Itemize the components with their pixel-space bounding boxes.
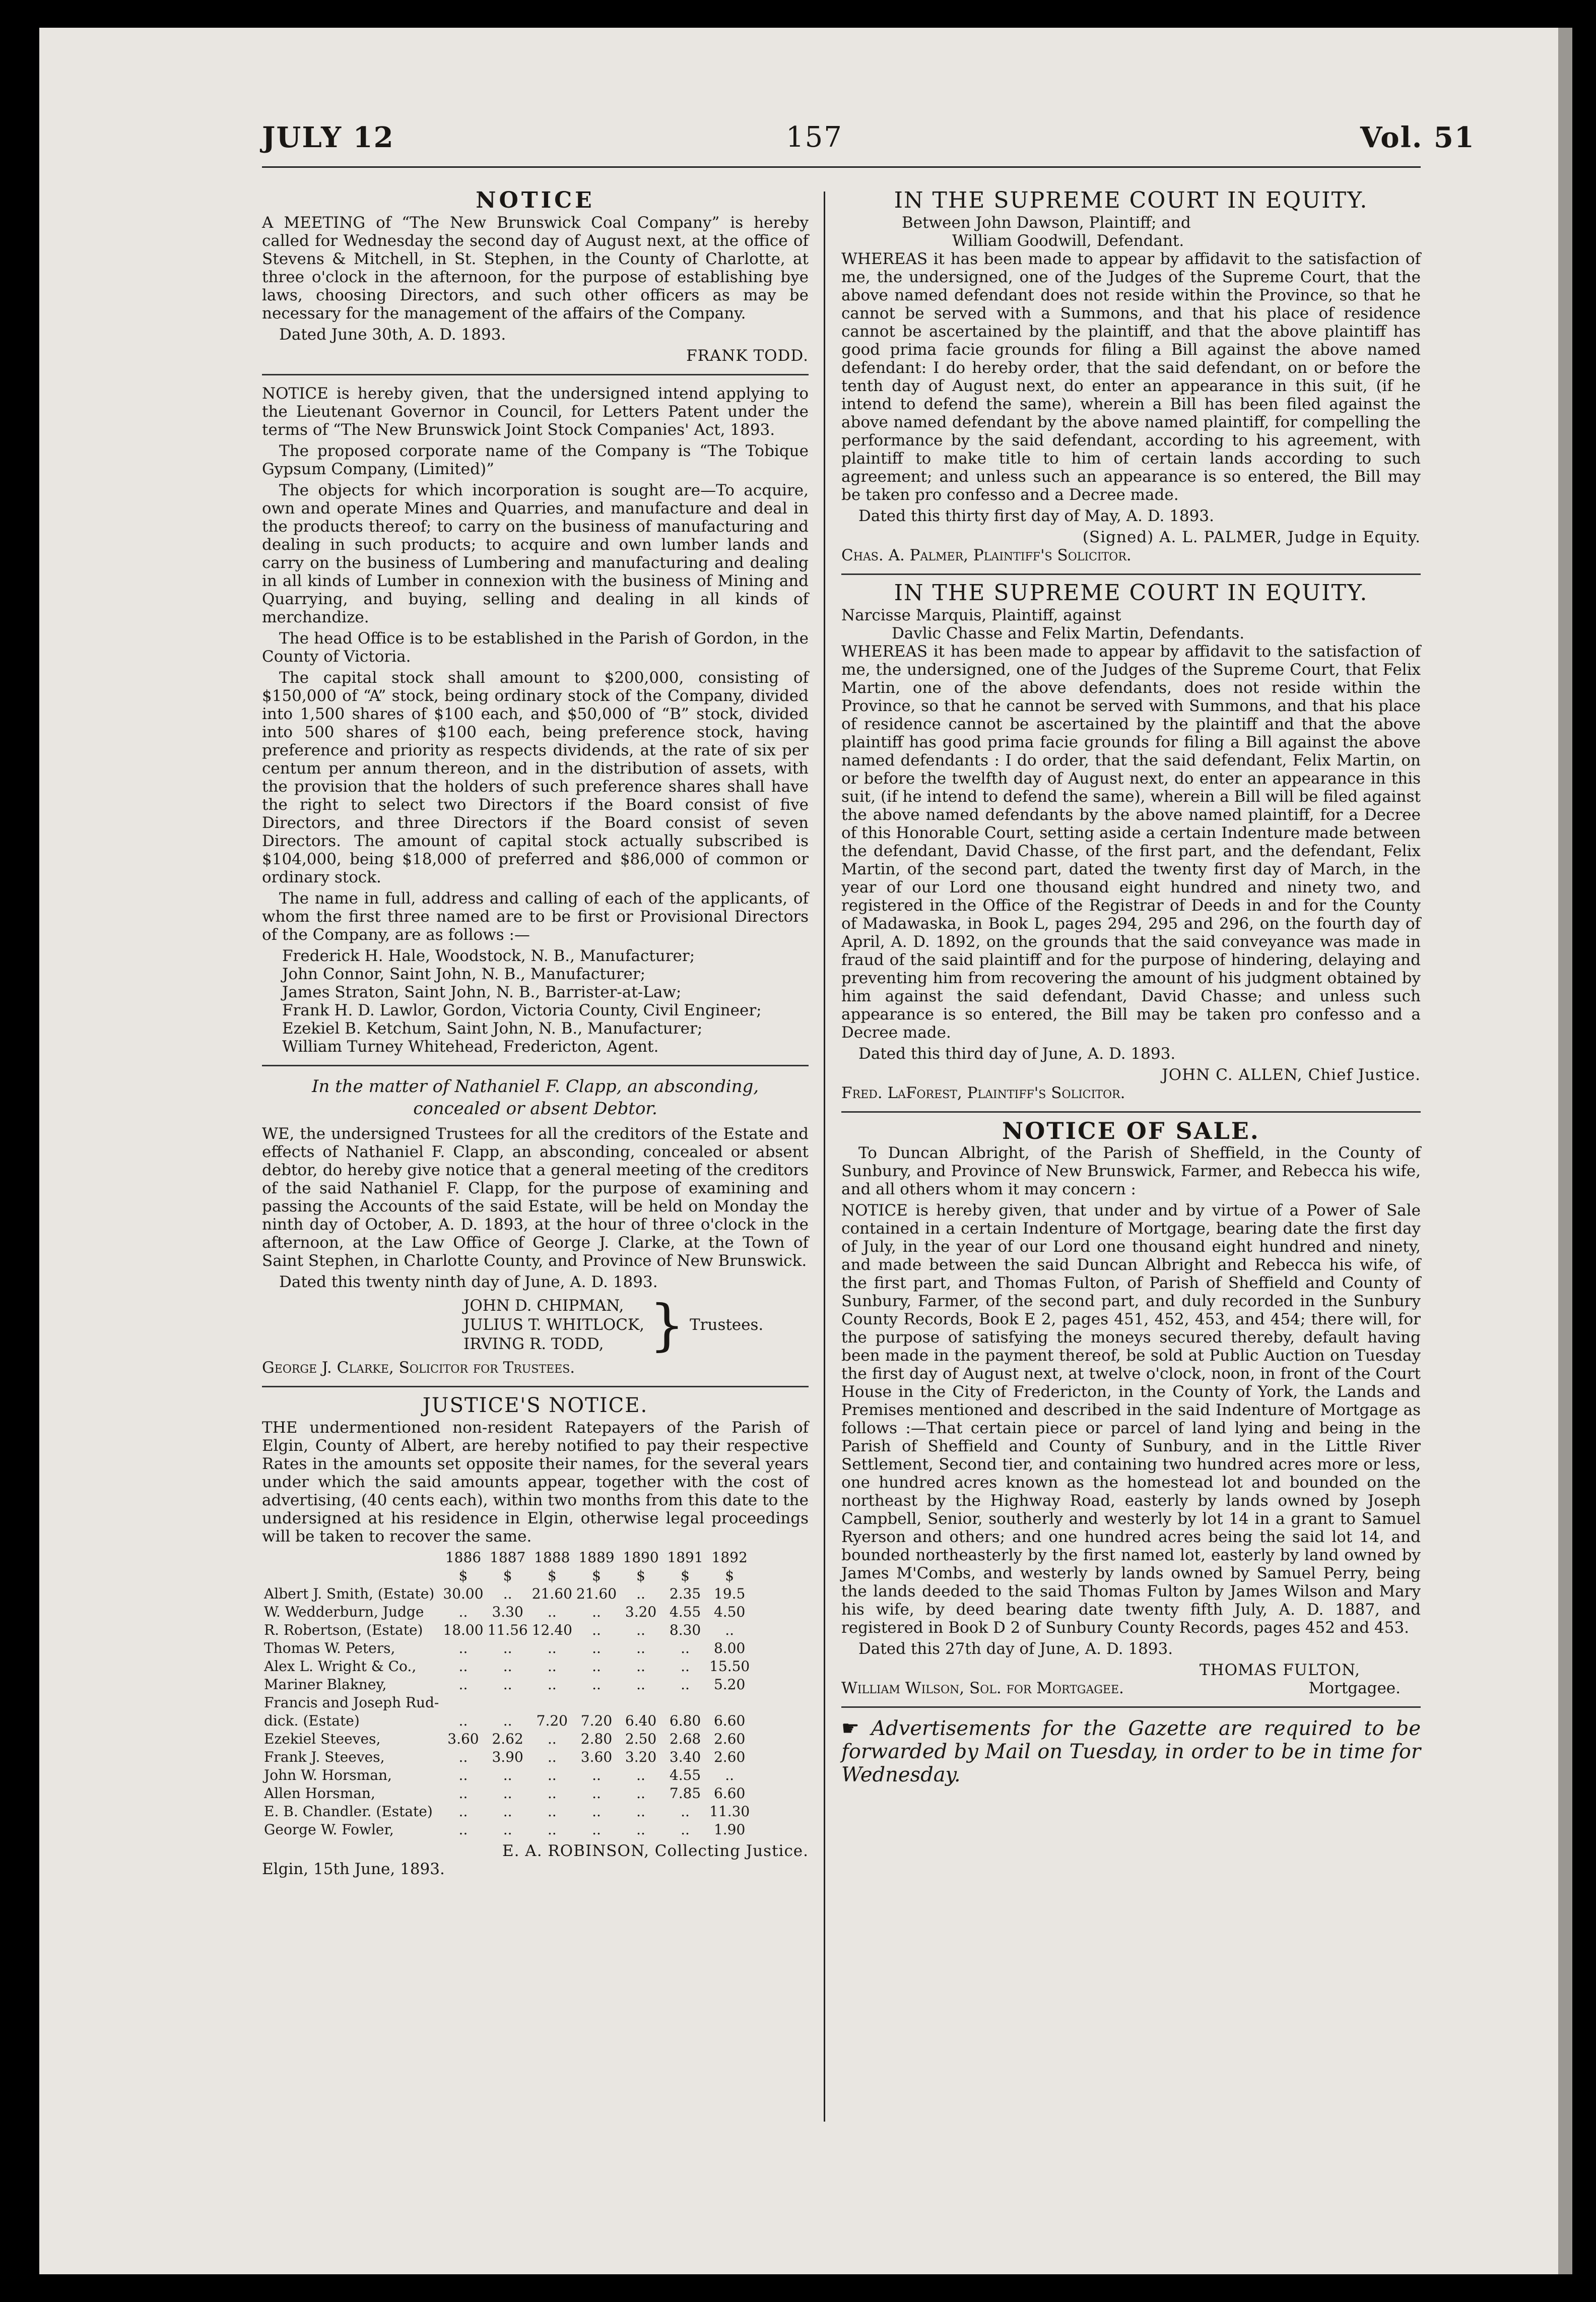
rate-value: 1.90 <box>713 1821 746 1838</box>
court-signed: JOHN C. ALLEN, Chief Justice. <box>1162 1066 1421 1084</box>
notice-body: A MEETING of “The New Brunswick Coal Company” is hereby called for Wednesday the second day of August next, at the office of Stevens & Mitchell, in St. Stephen, in the County of Charlotte, at three o'clock in the afternoon, for the purpose of establishing bye laws, choosing Directors, and such other officers as may be necessary for the management of the affairs of the Company. <box>262 214 809 323</box>
ratepayer-name: Ezekiel Steeves, <box>264 1731 381 1747</box>
rate-value: .. <box>636 1585 645 1602</box>
trustee-name: JOHN D. CHIPMAN, <box>463 1297 624 1315</box>
rate-row <box>262 1603 752 1621</box>
year-header: 1890 <box>623 1549 659 1566</box>
gypsum-intro: NOTICE is hereby given, that the undersigned intend applying to the Lieutenant Governor in Council, for Letters Patent under the terms of “The New Brunswick Joint Stock Companies' Act, 1893. <box>262 385 809 439</box>
rate-value: 3.40 <box>669 1749 701 1765</box>
rate-value: .. <box>592 1658 601 1675</box>
rate-value: .. <box>592 1767 601 1783</box>
brace-glyph: } <box>649 1293 685 1357</box>
rate-value: 21.60 <box>531 1585 572 1602</box>
court-notice-dawson <box>841 187 1421 564</box>
rate-row <box>262 1784 752 1803</box>
sale-footer-line <box>841 1679 1421 1697</box>
year-header: 1892 <box>711 1549 748 1566</box>
clapp-body: WE, the undersigned Trustees for all the creditors of the Estate and effects of Nathaniel F. Clapp, an absconding, concealed or absent debtor, do hereby give notice that a general meeting of the creditors of the said Nathaniel F. Clapp, for the purpose of examining and passing the Accounts of the said Estate, will be held on Monday the ninth day of October, A. D. 1893, at the hour of three o'clock in the afternoon, at the Law Office of George J. Clarke, at the Town of Saint Stephen, in Charlotte County, and Province of New Brunswick. <box>262 1125 809 1270</box>
section-divider <box>841 1706 1421 1708</box>
rate-value: .. <box>503 1785 512 1802</box>
ratepayer-name: R. Robertson, (Estate) <box>264 1622 423 1638</box>
rate-value <box>663 1694 707 1712</box>
gazette-advert-note <box>841 1717 1421 1786</box>
rate-value: 4.55 <box>669 1604 701 1620</box>
applicant: Ezekiel B. Ketchum, Saint John, N. B., Manufacturer; <box>282 1019 703 1038</box>
court-parties-2: Davlic Chasse and Felix Martin, Defendants. <box>892 624 1245 643</box>
rate-value: 6.60 <box>713 1785 746 1802</box>
header-rule <box>262 166 1421 168</box>
court-solicitor: Chas. A. Palmer, Plaintiff's Solicitor. <box>841 546 1132 564</box>
rate-value: .. <box>681 1821 690 1838</box>
rate-value: .. <box>458 1676 468 1693</box>
ratepayer-name: Thomas W. Peters, <box>264 1640 395 1656</box>
court-parties-1: Narcisse Marquis, Plaintiff, against <box>841 606 1121 624</box>
rate-value: 11.56 <box>487 1622 528 1638</box>
rate-value: 3.60 <box>447 1731 479 1747</box>
rate-row <box>262 1585 752 1603</box>
blank-header <box>262 1567 441 1585</box>
trustee-name: IRVING R. TODD, <box>463 1335 604 1353</box>
rate-value: 6.80 <box>669 1712 701 1729</box>
dollar-sign: $ <box>725 1567 735 1584</box>
rate-value: .. <box>681 1676 690 1693</box>
rate-value: .. <box>503 1821 512 1838</box>
ratepayer-name: Alex L. Wright & Co., <box>264 1658 417 1675</box>
year-header: 1887 <box>490 1549 526 1566</box>
notice-dated: Dated June 30th, A. D. 1893. <box>279 326 506 344</box>
rate-value: 7.20 <box>580 1712 613 1729</box>
ratepayer-name: Allen Horsman, <box>264 1785 375 1802</box>
rate-value: .. <box>547 1803 557 1820</box>
trustees-label: Trustees. <box>689 1316 764 1334</box>
rate-value: .. <box>547 1749 557 1765</box>
pointing-hand-icon: ☛ <box>841 1717 859 1740</box>
rate-value: 7.20 <box>536 1712 568 1729</box>
section-divider <box>262 374 809 375</box>
court-title: IN THE SUPREME COURT IN EQUITY. <box>894 187 1368 213</box>
rate-value: 15.50 <box>709 1658 750 1675</box>
rate-value: 30.00 <box>443 1585 484 1602</box>
rate-value: 6.60 <box>713 1712 746 1729</box>
gypsum-applicants-intro: The name in full, address and calling of each of the applicants, of whom the first three named are to be first or Provisional Directors of the Company, are as follows :— <box>262 889 809 944</box>
rate-value: .. <box>636 1658 645 1675</box>
section-divider <box>262 1065 809 1066</box>
coal-company-notice <box>262 187 809 365</box>
ratepayer-name: George W. Fowler, <box>264 1821 394 1838</box>
rate-value: 19.5 <box>713 1585 746 1602</box>
clapp-heading-2: concealed or absent Debtor. <box>413 1099 657 1119</box>
trustee-names <box>463 1296 644 1354</box>
clapp-notice <box>262 1075 809 1377</box>
rate-value: .. <box>503 1767 512 1783</box>
applicant: Frank H. D. Lawlor, Gordon, Victoria County, Civil Engineer; <box>282 1001 762 1019</box>
year-header: 1889 <box>578 1549 615 1566</box>
gypsum-objects: The objects for which incorporation is sought are—To acquire, own and operate Mines and Quarries, and manufacture and deal in the products thereof; to carry on the business of manufacturing and dealing in such products; to acquire and own lumber lands and carry on the business of Lumbering and manufacturing and dealing in all kinds of Lumber in connexion with the business of Mining and Quarrying, and buying, selling and dealing in all kinds of merchandize. <box>262 481 809 626</box>
rate-value: 2.60 <box>713 1749 746 1765</box>
trustee-name: JULIUS T. WHITLOCK, <box>463 1316 644 1334</box>
rate-value: .. <box>636 1640 645 1656</box>
rate-value: .. <box>547 1785 557 1802</box>
header-volume: Vol. 51 <box>1360 121 1475 154</box>
rate-value: .. <box>592 1640 601 1656</box>
court-signed: (Signed) A. L. PALMER, Judge in Equity. <box>1082 528 1421 546</box>
applicant: William Turney Whitehead, Fredericton, Agent. <box>282 1038 659 1056</box>
header-date: JULY 12 <box>262 121 394 154</box>
ratepayer-name: Albert J. Smith, (Estate) <box>264 1585 435 1602</box>
gypsum-office: The head Office is to be established in the Parish of Gordon, in the County of Victoria. <box>262 629 809 666</box>
rate-value: .. <box>458 1749 468 1765</box>
sale-solicitor: William Wilson, Sol. for Mortgagee. <box>841 1679 1124 1697</box>
rate-value: 5.20 <box>713 1676 746 1693</box>
ratepayer-name: E. B. Chandler. (Estate) <box>264 1803 433 1820</box>
rate-value: .. <box>458 1604 468 1620</box>
rate-value: 2.80 <box>580 1731 613 1747</box>
column-divider <box>824 191 825 2122</box>
trustees-block <box>262 1293 809 1357</box>
justice-notice <box>262 1396 809 1878</box>
year-header: 1886 <box>445 1549 482 1566</box>
applicant-list <box>262 947 809 1056</box>
rate-row <box>262 1730 752 1748</box>
rates-table <box>262 1549 752 1839</box>
rate-value: .. <box>503 1585 512 1602</box>
rate-value: .. <box>458 1803 468 1820</box>
dollar-sign: $ <box>503 1567 512 1584</box>
sale-dated: Dated this 27th day of June, A. D. 1893. <box>858 1640 1173 1658</box>
rate-value: .. <box>592 1622 601 1638</box>
ratepayer-name: John W. Horsman, <box>264 1767 392 1783</box>
clapp-heading-1: In the matter of Nathaniel F. Clapp, an absconding, <box>311 1076 759 1097</box>
court-notice-marquis <box>841 580 1421 1102</box>
years-row <box>262 1549 752 1567</box>
rate-value: .. <box>681 1658 690 1675</box>
justice-body: THE undermentioned non-resident Ratepayers of the Parish of Elgin, County of Albert, are hereby notified to pay their respective Rates in the amounts set opposite their names, for the several years under which the said amounts appear, together with the cost of advertising, (40 cents each), within two months from this date to the undersigned at his residence in Elgin, otherwise legal proceedings will be taken to recover the same. <box>262 1419 809 1546</box>
applicant: James Straton, Saint John, N. B., Barrister-at-Law; <box>282 983 682 1001</box>
court-parties-2: William Goodwill, Defendant. <box>952 232 1184 250</box>
rate-value: .. <box>503 1658 512 1675</box>
rate-value: 2.50 <box>625 1731 657 1747</box>
rate-value: .. <box>592 1821 601 1838</box>
dollar-sign: $ <box>547 1567 557 1584</box>
section-divider <box>841 573 1421 575</box>
rate-row <box>262 1694 752 1712</box>
rate-value: 6.40 <box>625 1712 657 1729</box>
gypsum-name: The proposed corporate name of the Company is “The Tobique Gypsum Company, (Limited)” <box>262 442 809 478</box>
rate-row <box>262 1712 752 1730</box>
ratepayer-name: Mariner Blakney, <box>264 1676 387 1693</box>
rate-value: .. <box>636 1785 645 1802</box>
rate-value: .. <box>503 1803 512 1820</box>
clapp-dated: Dated this twenty ninth day of June, A. D. 1893. <box>279 1273 658 1291</box>
rate-row <box>262 1748 752 1766</box>
sale-mortgagee: Mortgagee. <box>1308 1679 1401 1697</box>
rate-value: .. <box>592 1785 601 1802</box>
rate-value <box>441 1694 485 1712</box>
section-divider <box>841 1111 1421 1113</box>
blank-header <box>262 1549 441 1567</box>
rate-value: 8.00 <box>713 1640 746 1656</box>
rate-value: .. <box>636 1622 645 1638</box>
rate-value: 4.50 <box>713 1604 746 1620</box>
gypsum-company-notice <box>262 385 809 1056</box>
rate-value: .. <box>681 1803 690 1820</box>
ratepayer-name: Francis and Joseph Rud- <box>264 1694 439 1711</box>
court-dated: Dated this third day of June, A. D. 1893. <box>858 1045 1176 1063</box>
court-dated: Dated this thirty first day of May, A. D. 1893. <box>858 507 1214 525</box>
year-header: 1891 <box>667 1549 703 1566</box>
rate-value: 3.90 <box>492 1749 523 1765</box>
rate-value: 21.60 <box>576 1585 617 1602</box>
rate-value: .. <box>592 1604 601 1620</box>
rate-value: .. <box>458 1767 468 1783</box>
justice-title: JUSTICE'S NOTICE. <box>422 1394 648 1417</box>
rate-value: 2.68 <box>669 1731 701 1747</box>
rate-row <box>262 1766 752 1784</box>
page-edge-strip <box>1558 28 1572 2274</box>
rate-value: .. <box>547 1767 557 1783</box>
rate-row <box>262 1676 752 1694</box>
dollar-row <box>262 1567 752 1585</box>
rate-value: .. <box>503 1676 512 1693</box>
rate-value: .. <box>636 1767 645 1783</box>
court-title: IN THE SUPREME COURT IN EQUITY. <box>894 580 1368 606</box>
rate-row <box>262 1803 752 1821</box>
year-header: 1888 <box>534 1549 570 1566</box>
ratepayer-name: dick. (Estate) <box>264 1712 360 1729</box>
rate-value: .. <box>503 1640 512 1656</box>
rate-value: 2.60 <box>713 1731 746 1747</box>
rate-value: .. <box>547 1676 557 1693</box>
clapp-solicitor: George J. Clarke, Solicitor for Trustees. <box>262 1359 575 1377</box>
rate-value: .. <box>503 1712 512 1729</box>
rate-row <box>262 1621 752 1639</box>
rate-value: 12.40 <box>531 1622 572 1638</box>
rate-value: 7.85 <box>669 1785 701 1802</box>
sale-body: NOTICE is hereby given, that under and by virtue of a Power of Sale contained in a certain Indenture of Mortgage, bearing date the first day of July, in the year of our Lord one thousand eight hundred and ninety, and made between the said Duncan Albright and Rebecca his wife, of the first part, and Thomas Fulton, of Parish of Sheffield and County of Sunbury, Farmer, of the second part, and duly recorded in the Sunbury County Records, Book E 2, pages 451, 452, 453, and 454; there will, for the purpose of satisfying the moneys secured thereby, default having been made in the payment thereof, be sold at Public Auction on Tuesday the first day of August next, at twelve o'clock, noon, in front of the Court House in the City of Fredericton, in the County of York, the Lands and Premises mentioned and described in the said Indenture of Mortgage as follows :—That certain piece or parcel of land lying and being in the Parish of Sheffield and County of Sunbury, and in the Little River Settlement, Second tier, and containing two hundred acres more or less, one hundred acres known as the homestead lot and bounded on the northeast by the Highway Road, easterly by lands owned by Joseph Campbell, Senior, southerly and westerly by lot 14 in a grant to Samuel Ryerson and others; and one hundred acres being the said lot 14, and bounded northeasterly by the first named lot, easterly by land owned by James M'Combs, and westerly by lands owned by Samuel Perry, being the lands deeded to the said Thomas Fulton by James Wilson and Mary his wife, by deed bearing date twenty fifth July, A. D. 1887, and registered in Book D 2 of Sunbury County Records, pages 452 and 453. <box>841 1201 1421 1637</box>
rate-row <box>262 1657 752 1676</box>
rate-value: 11.30 <box>709 1803 750 1820</box>
court-body: WHEREAS it has been made to appear by affidavit to the satisfaction of me, the undersigned, one of the Judges of the Supreme Court, that Felix Martin, one of the above defendants, does not reside within the Province, so that he cannot be served with Summons, and that his place of residence cannot be ascertained by the plaintiff and that the above plaintiff has good prima facie grounds for filing a Bill against the above named defendants : I do order, that the said defendant, Felix Martin, on or before the twelfth day of August next, do enter an appearance in this suit, (if he intend to defend the same), wherein a Bill will be filed against the above named defendants by the above named plaintiff, for a Decree of this Honorable Court, setting aside a certain Indenture made between the defendant, David Chasse, of the first part, and the defendant, Felix Martin, of the second part, dated the twenty first day of March, in the year of our Lord one thousand eight hundred and ninety two, and registered in the Office of the Registrar of Deeds in and for the County of Madawaska, in Book L, pages 294, 295 and 296, on the fourth day of April, A. D. 1892, on the grounds that the said conveyance was made in fraud of the said plaintiff and for the purpose of hindering, delaying and preventing him from recovering the amount of his judgment obtained by him against the said defendant, David Chasse; and unless such appearance is so entered, the Bill may be taken pro confesso and a Decree made. <box>841 643 1421 1042</box>
rate-value <box>574 1694 619 1712</box>
rate-value <box>707 1694 752 1712</box>
rate-value: .. <box>458 1785 468 1802</box>
advert-note-text: Advertisements for the Gazette are required to be forwarded by Mail on Tuesday, in order to be in time for Wednesday. <box>841 1717 1421 1786</box>
rate-value: .. <box>725 1767 735 1783</box>
rate-value: .. <box>458 1658 468 1675</box>
rate-value: .. <box>458 1640 468 1656</box>
rate-value: 18.00 <box>443 1622 484 1638</box>
right-column <box>841 187 1421 1786</box>
rate-value: 3.30 <box>492 1604 523 1620</box>
rate-value: .. <box>547 1658 557 1675</box>
notice-of-sale <box>841 1117 1421 1697</box>
rate-value: .. <box>547 1604 557 1620</box>
justice-dated: Elgin, 15th June, 1893. <box>262 1860 445 1878</box>
dollar-sign: $ <box>458 1567 468 1584</box>
left-column <box>262 187 809 1878</box>
sale-address: To Duncan Albright, of the Parish of Sheffield, in the County of Sunbury, and Province of New Brunswick, Farmer, and Rebecca his wife, and all others whom it may concern : <box>841 1144 1421 1198</box>
court-solicitor: Fred. LaForest, Plaintiff's Solicitor. <box>841 1084 1125 1102</box>
applicant: Frederick H. Hale, Woodstock, N. B., Manufacturer; <box>282 947 695 965</box>
rate-value: .. <box>458 1821 468 1838</box>
rate-value: .. <box>458 1712 468 1729</box>
notice-signature: FRANK TODD. <box>686 347 809 365</box>
rate-value: 2.62 <box>492 1731 523 1747</box>
rate-value: 3.60 <box>580 1749 613 1765</box>
rate-value <box>530 1694 574 1712</box>
rate-value: 8.30 <box>669 1622 701 1638</box>
rate-value: .. <box>636 1821 645 1838</box>
gypsum-capital: The capital stock shall amount to $200,000, consisting of $150,000 of “A” stock, being ordinary stock of the Company, divided into 1,500 shares of $100 each, and $50,000 of “B” stock, divided into 500 shares of $100 each, being preference stock, having preference and priority as respects dividends, at the rate of six per centum per annum thereon, and in the distribution of assets, with the provision that the holders of such preference shares shall have the right to select two Directors if the Board consist of five Directors, and three Directors if the Board consist of seven Directors. The amount of capital stock actually subscribed is $104,000, being $18,000 of preferred and $86,000 of common or ordinary stock. <box>262 669 809 886</box>
rate-value: .. <box>592 1676 601 1693</box>
rates-body <box>262 1585 752 1839</box>
section-divider <box>262 1386 809 1387</box>
sale-signature: THOMAS FULTON, <box>1199 1661 1360 1679</box>
rate-value: .. <box>547 1821 557 1838</box>
rate-value: 2.35 <box>669 1585 701 1602</box>
ratepayer-name: W. Wedderburn, Judge <box>264 1604 424 1620</box>
ratepayer-name: Frank J. Steeves, <box>264 1749 385 1765</box>
header-page-number: 157 <box>786 121 843 154</box>
notice-title: NOTICE <box>476 187 595 213</box>
rate-value: 3.20 <box>625 1749 657 1765</box>
rate-value: .. <box>636 1676 645 1693</box>
applicant: John Connor, Saint John, N. B., Manufacturer; <box>282 965 646 983</box>
dollar-sign: $ <box>592 1567 601 1584</box>
court-parties-1: Between John Dawson, Plaintiff; and <box>902 214 1191 232</box>
court-body: WHEREAS it has been made to appear by affidavit to the satisfaction of me, the undersigned, one of the Judges of the Supreme Court, that the above named defendant does not reside within the Province, so that he cannot be served with a Summons, and that his place of residence cannot be ascertained by the plaintiff, and that the above plaintiff has good prima facie grounds for filing a Bill against the above named defendant: I do hereby order, that the said defendant, on or before the tenth day of August next, do enter an appearance in this suit, (if he intend to defend the same), wherein a Bill has been filed against the above named defendant by the above named plaintiff, for compelling the performance by the said defendant, according to his agreement, with plaintiff to make title to him of certain lands according to such agreement; and unless such an appearance is so entered, the Bill may be taken pro confesso and a Decree made. <box>841 250 1421 504</box>
dollar-sign: $ <box>681 1567 690 1584</box>
rate-value: .. <box>725 1622 735 1638</box>
rate-value: 3.20 <box>625 1604 657 1620</box>
rate-value: .. <box>681 1640 690 1656</box>
rate-value: .. <box>547 1640 557 1656</box>
rate-row <box>262 1639 752 1657</box>
rate-value <box>619 1694 663 1712</box>
rate-value: .. <box>636 1803 645 1820</box>
justice-signature: E. A. ROBINSON, Collecting Justice. <box>502 1842 809 1860</box>
rate-value: .. <box>592 1803 601 1820</box>
sale-title: NOTICE OF SALE. <box>1002 1117 1260 1144</box>
rate-value <box>486 1694 530 1712</box>
rate-row <box>262 1821 752 1839</box>
dollar-sign: $ <box>636 1567 645 1584</box>
rate-value: 4.55 <box>669 1767 701 1783</box>
rate-value: .. <box>547 1731 557 1747</box>
